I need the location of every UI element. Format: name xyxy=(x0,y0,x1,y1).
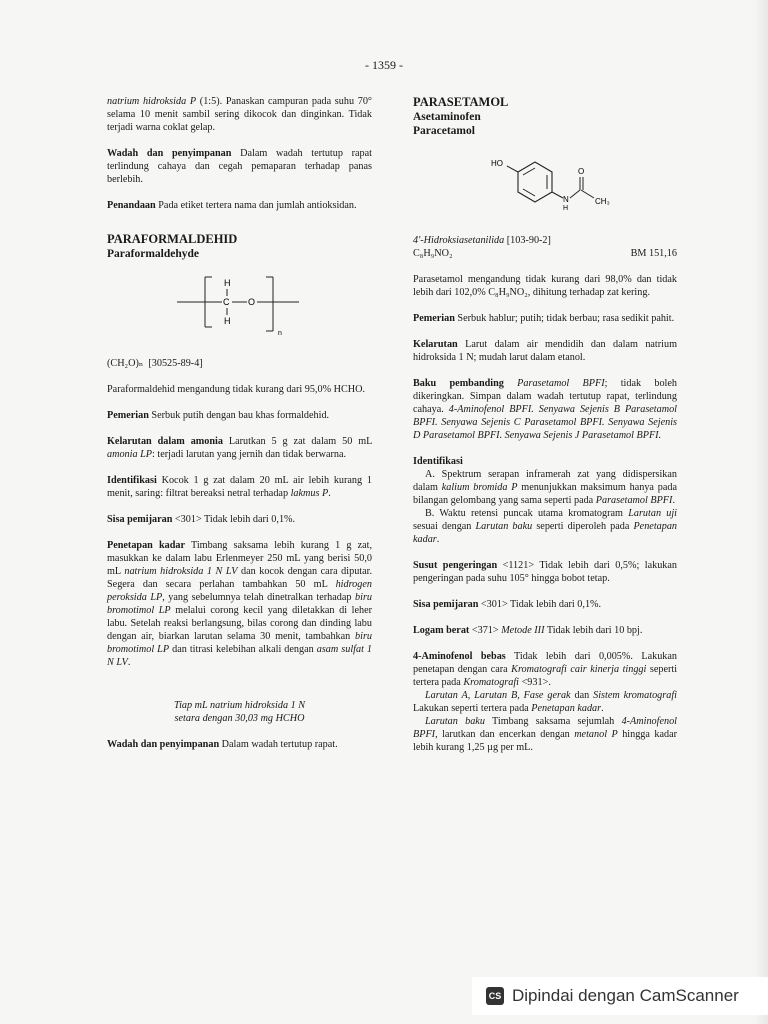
monograph-subtitle: Paraformaldehyde xyxy=(107,248,199,260)
camscanner-watermark xyxy=(472,977,768,1015)
left-column xyxy=(107,95,372,764)
larutan-baku-paragraph: Larutan baku Timbang saksama sejumlah 4-Aminofenol BPFI, larutkan dan encerkan dengan metanol P hingga kadar lebih kurang 1,25 µg per mL. xyxy=(413,716,678,753)
penandaan-paragraph: Penandaan Pada etiket tertera nama dan jumlah antioksidan. xyxy=(107,200,357,211)
identifikasi-a: A. Spektrum serapan inframerah zat yang didispersikan dalam kalium bromida P menunjukkan maksimum hanya pada bilangan gelombang yang sama seperti pada Parasetamol BPFI. xyxy=(413,469,677,506)
atom-h-top: H xyxy=(224,278,231,288)
monograph-subtitle-alt: Paracetamol xyxy=(413,125,475,137)
camscanner-icon: CS xyxy=(486,987,504,1005)
atom-ch3: CH₃ xyxy=(595,197,610,206)
pemerian-paragraph: Pemerian Serbuk putih dengan bau khas formaldehid. xyxy=(107,410,330,421)
paraformaldehyde-structure xyxy=(107,265,372,347)
molecular-formula: C₈H₉NO₂ xyxy=(413,248,453,259)
formula-line: (CH₂O)ₙ [30525-89-4] xyxy=(107,358,203,369)
identifikasi-b: B. Waktu retensi puncak utama kromatogram Larutan uji sesuai dengan Larutan baku seperti diperoleh pada Penetapan kadar. xyxy=(413,508,678,545)
atom-h: H xyxy=(563,205,569,212)
kadar-paragraph: Parasetamol mengandung tidak kurang dari 98,0% dan tidak lebih dari 102,0% C₈H₉NO₂, dihitung terhadap zat kering. xyxy=(413,274,677,298)
aminofenol-paragraph: 4-Aminofenol bebas Tidak lebih dari 0,005%. Lakukan penetapan dengan cara Kromatografi cair kinerja tinggi seperti tertera pada Kromatografi <931>. xyxy=(413,651,678,688)
wadah-paragraph: Wadah dan penyimpanan Dalam wadah tertutup rapat terlindung cahaya dan cegah pemaparan terhadap panas berlebih. xyxy=(107,148,373,185)
molecular-weight: BM 151,16 xyxy=(630,248,677,259)
kadar-paragraph: Paraformaldehid mengandung tidak kurang dari 95,0% HCHO. xyxy=(107,384,366,395)
kelarutan-paragraph: Kelarutan Larut dalam air mendidih dan dalam natrium hidroksida 1 N; mudah larut dalam etanol. xyxy=(413,339,678,363)
sisa-paragraph: Sisa pemijaran <301> Tidak lebih dari 0,1%. xyxy=(107,514,296,525)
right-column xyxy=(413,95,677,767)
monograph-subtitle: Asetaminofen xyxy=(413,111,481,123)
pemerian-paragraph: Pemerian Serbuk hablur; putih; tidak berbau; rasa sedikit pahit. xyxy=(413,313,675,324)
camscanner-label: Dipindai dengan CamScanner xyxy=(512,986,739,1005)
atom-n: N xyxy=(563,195,569,204)
atom-c: C xyxy=(223,297,230,307)
page-number: - 1359 - xyxy=(365,58,403,72)
chemical-name-line: 4'-Hidroksiasetanilida [103-90-2] xyxy=(413,235,551,246)
sisa-paragraph: Sisa pemijaran <301> Tidak lebih dari 0,1%. xyxy=(413,599,602,610)
susut-paragraph: Susut pengeringan <1121> Tidak lebih dari 0,5%; lakukan pengeringan pada suhu 105° hingga bobot tetap. xyxy=(413,560,678,584)
penetapan-paragraph: Penetapan kadar Timbang saksama lebih kurang 1 g zat, masukkan ke dalam labu Erlenmeyer 250 mL yang berisi 50,0 mL natrium hidroksida 1 N LV dan kocok dengan cara diputar. Segera dan secara perlahan tambahkan 50 mL hidrogen peroksida LP, yang sebelumnya telah dinetralkan terhadap biru bromotimol LP melalui corong kecil yang diletakkan di leher labu. Setelah reaksi berlangsung, bilas corong dan dinding labu dengan air, biarkan larutan selama 30 menit, tambahkan biru bromotimol LP dan titrasi kelebihan alkali dengan asam sulfat 1 N LV. xyxy=(107,540,373,668)
kelarutan-paragraph: Kelarutan dalam amonia Larutkan 5 g zat dalam 50 mL amonia LP: terjadi larutan yang jernih dan tidak berwarna. xyxy=(107,436,372,460)
identifikasi-heading: Identifikasi xyxy=(413,456,463,467)
atom-o: O xyxy=(578,167,585,176)
atom-o: O xyxy=(248,297,256,307)
repeat-n: n xyxy=(278,330,282,337)
baku-paragraph: Baku pembanding Parasetamol BPFI; tidak boleh dikeringkan. Simpan dalam wadah tertutup rapat, terlindung cahaya. 4-Aminofenol BPFI. Senyawa Sejenis B Parasetamol BPFI. Senyawa Sejenis C Parasetamol BPFI. Senyawa Sejenis D Parasetamol BPFI. Senyawa Sejenis J Parasetamol BPFI. xyxy=(413,378,678,441)
intro-paragraph: natrium hidroksida P (1:5). Panaskan campuran pada suhu 70° selama 10 menit sambil sering dikocok dan dinginkan. Tidak terjadi warna coklat gelap. xyxy=(107,96,373,133)
logam-paragraph: Logam berat <371> Metode III Tidak lebih dari 10 bpj. xyxy=(413,625,643,636)
identifikasi-paragraph: Identifikasi Kocok 1 g zat dalam 20 mL air lebih kurang 1 menit, saring: filtrat bereaksi netral terhadap lakmus P. xyxy=(107,475,372,499)
atom-ho: HO xyxy=(491,159,503,168)
larutan-paragraph: Larutan A, Larutan B, Fase gerak dan Sistem kromatografi Lakukan seperti tertera pada Penetapan kadar. xyxy=(413,690,677,714)
paracetamol-structure xyxy=(413,144,677,214)
equivalence-line-2: setara dengan 30,03 mg HCHO xyxy=(174,713,305,724)
formula-row xyxy=(413,247,677,260)
monograph-title: PARASETAMOL xyxy=(413,95,509,109)
page-edge-shadow xyxy=(754,0,768,1024)
atom-h-bottom: H xyxy=(224,316,231,326)
wadah2-paragraph: Wadah dan penyimpanan Dalam wadah tertutup rapat. xyxy=(107,739,338,750)
equivalence-line-1: Tiap mL natrium hidroksida 1 N xyxy=(173,700,306,711)
monograph-title: PARAFORMALDEHID xyxy=(107,232,238,246)
